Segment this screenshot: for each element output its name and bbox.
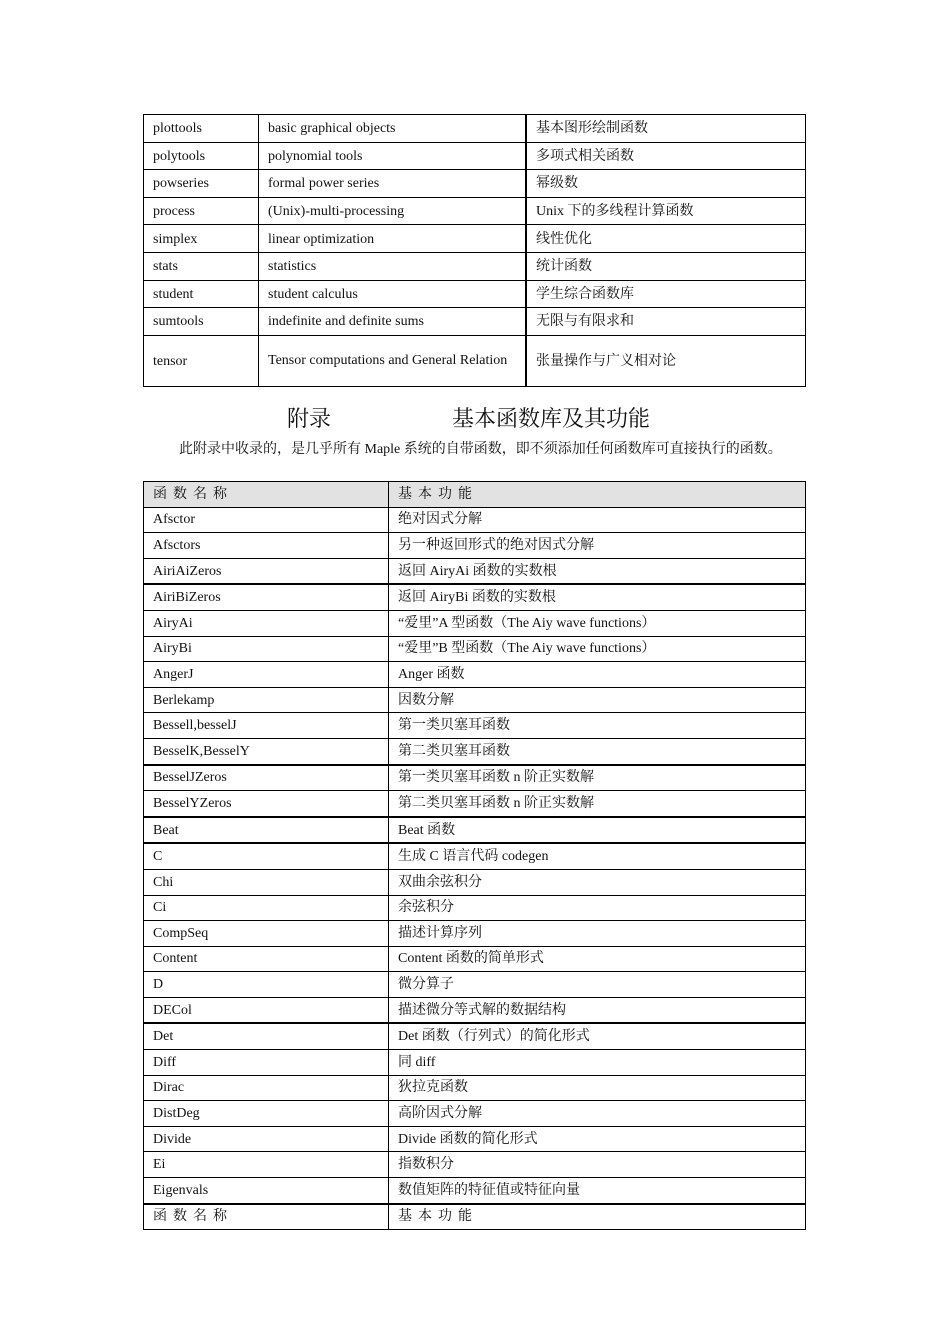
package-description: student calculus: [259, 280, 527, 308]
table-row: [144, 817, 806, 844]
function-name: AiryAi: [144, 610, 389, 636]
function-name: AiryBi: [144, 636, 389, 662]
function-name: Diff: [144, 1050, 389, 1076]
table-row: [144, 1178, 806, 1204]
table-row: [144, 584, 806, 610]
function-name: AngerJ: [144, 662, 389, 688]
package-description: (Unix)-multi-processing: [259, 197, 527, 225]
table-row: [144, 972, 806, 998]
function-description: “爱里”B 型函数（The Aiy wave functions）: [389, 636, 806, 662]
table-row: [144, 610, 806, 636]
table-row: [144, 1050, 806, 1076]
package-name: simplex: [144, 225, 259, 253]
function-description: 双曲余弦积分: [389, 869, 806, 895]
function-description: 第二类贝塞耳函数 n 阶正实数解: [389, 791, 806, 817]
package-description-cn: 幂级数: [526, 170, 806, 198]
function-description: 返回 AiryBi 函数的实数根: [389, 584, 806, 610]
package-description-cn: 多项式相关函数: [526, 142, 806, 170]
package-description: formal power series: [259, 170, 527, 198]
table-row: [144, 225, 806, 253]
table-row: [144, 308, 806, 336]
function-name: BesselK,BesselY: [144, 738, 389, 764]
function-description: 因数分解: [389, 687, 806, 713]
table-row: [144, 636, 806, 662]
table-row: [144, 765, 806, 791]
table-row: [144, 1023, 806, 1049]
function-description: 第一类贝塞耳函数 n 阶正实数解: [389, 765, 806, 791]
function-description: 描述微分等式解的数据结构: [389, 997, 806, 1023]
table-row: [144, 895, 806, 921]
package-name: tensor: [144, 335, 259, 386]
function-name: Afsctors: [144, 533, 389, 559]
package-description: indefinite and definite sums: [259, 308, 527, 336]
function-description: “爱里”A 型函数（The Aiy wave functions）: [389, 610, 806, 636]
table-row: [144, 843, 806, 869]
package-description: statistics: [259, 252, 527, 280]
function-name: Divide: [144, 1126, 389, 1152]
table-row: [144, 142, 806, 170]
package-description-cn: 学生综合函数库: [526, 280, 806, 308]
function-name: BesselJZeros: [144, 765, 389, 791]
function-description: 指数积分: [389, 1152, 806, 1178]
table-row: [144, 533, 806, 559]
package-description-cn: 基本图形绘制函数: [526, 115, 806, 143]
function-description: Anger 函数: [389, 662, 806, 688]
table-header-row: [144, 482, 806, 508]
function-name: AiriAiZeros: [144, 558, 389, 584]
appendix-title: 基本函数库及其功能: [452, 406, 651, 431]
table-row: [144, 713, 806, 739]
package-name: stats: [144, 252, 259, 280]
function-description: Content 函数的简单形式: [389, 946, 806, 972]
table-row: [144, 252, 806, 280]
table-row: [144, 662, 806, 688]
table-row: [144, 197, 806, 225]
column-header-function: 基本功能: [389, 482, 806, 508]
function-description: 微分算子: [389, 972, 806, 998]
package-description: Tensor computations and General Relation: [259, 335, 527, 386]
package-name: polytools: [144, 142, 259, 170]
column-footer-name: 函数名称: [144, 1204, 389, 1230]
table-row: [144, 869, 806, 895]
package-description: polynomial tools: [259, 142, 527, 170]
package-description-cn: Unix 下的多线程计算函数: [526, 197, 806, 225]
package-name: student: [144, 280, 259, 308]
table-row: [144, 791, 806, 817]
function-description: 第一类贝塞耳函数: [389, 713, 806, 739]
function-description: Divide 函数的简化形式: [389, 1126, 806, 1152]
package-name: process: [144, 197, 259, 225]
function-name: Bessell,besselJ: [144, 713, 389, 739]
function-description: 第二类贝塞耳函数: [389, 738, 806, 764]
table-row: [144, 687, 806, 713]
table-row: [144, 1075, 806, 1101]
function-name: Chi: [144, 869, 389, 895]
package-description-cn: 张量操作与广义相对论: [526, 335, 806, 386]
function-name: Beat: [144, 817, 389, 844]
package-description: linear optimization: [259, 225, 527, 253]
function-name: Dirac: [144, 1075, 389, 1101]
function-description: 数值矩阵的特征值或特征向量: [389, 1178, 806, 1204]
function-description: 同 diff: [389, 1050, 806, 1076]
table-row: [144, 738, 806, 764]
function-name: DistDeg: [144, 1101, 389, 1127]
package-description-cn: 线性优化: [526, 225, 806, 253]
function-description: Det 函数（行列式）的简化形式: [389, 1023, 806, 1049]
table-row: [144, 170, 806, 198]
function-description: 返回 AiryAi 函数的实数根: [389, 558, 806, 584]
function-name: Ci: [144, 895, 389, 921]
function-name: Det: [144, 1023, 389, 1049]
table-row: [144, 1152, 806, 1178]
function-name: BesselYZeros: [144, 791, 389, 817]
table-row: [144, 115, 806, 143]
package-description-cn: 统计函数: [526, 252, 806, 280]
package-name: powseries: [144, 170, 259, 198]
table-row: [144, 507, 806, 533]
function-description: 生成 C 语言代码 codegen: [389, 843, 806, 869]
package-name: sumtools: [144, 308, 259, 336]
function-description: 绝对因式分解: [389, 507, 806, 533]
function-description: 另一种返回形式的绝对因式分解: [389, 533, 806, 559]
table-row: [144, 1126, 806, 1152]
table-row: [144, 997, 806, 1023]
function-description: 高阶因式分解: [389, 1101, 806, 1127]
table-row: [144, 335, 806, 386]
function-name: Content: [144, 946, 389, 972]
function-name: CompSeq: [144, 921, 389, 947]
function-name: D: [144, 972, 389, 998]
function-description: Beat 函数: [389, 817, 806, 844]
table-row: [144, 946, 806, 972]
column-footer-function: 基本功能: [389, 1204, 806, 1230]
function-name: AiriBiZeros: [144, 584, 389, 610]
function-name: DECol: [144, 997, 389, 1023]
column-header-name: 函数名称: [144, 482, 389, 508]
function-description: 余弦积分: [389, 895, 806, 921]
function-name: Ei: [144, 1152, 389, 1178]
package-description: basic graphical objects: [259, 115, 527, 143]
function-name: C: [144, 843, 389, 869]
table-row: [144, 921, 806, 947]
appendix-label: 附录: [287, 406, 332, 431]
function-description: 狄拉克函数: [389, 1075, 806, 1101]
package-table: [143, 114, 806, 387]
table-row: [144, 558, 806, 584]
function-name: Berlekamp: [144, 687, 389, 713]
intro-paragraph: 此附录中收录的，是几乎所有 Maple 系统的自带函数，即不须添加任何函数库可直接执行的函数。: [179, 442, 782, 457]
function-name: Eigenvals: [144, 1178, 389, 1204]
table-row: [144, 280, 806, 308]
table-footer-row: [144, 1204, 806, 1230]
package-description-cn: 无限与有限求和: [526, 308, 806, 336]
function-table: [143, 481, 806, 1230]
package-name: plottools: [144, 115, 259, 143]
function-name: Afsctor: [144, 507, 389, 533]
function-description: 描述计算序列: [389, 921, 806, 947]
table-row: [144, 1101, 806, 1127]
